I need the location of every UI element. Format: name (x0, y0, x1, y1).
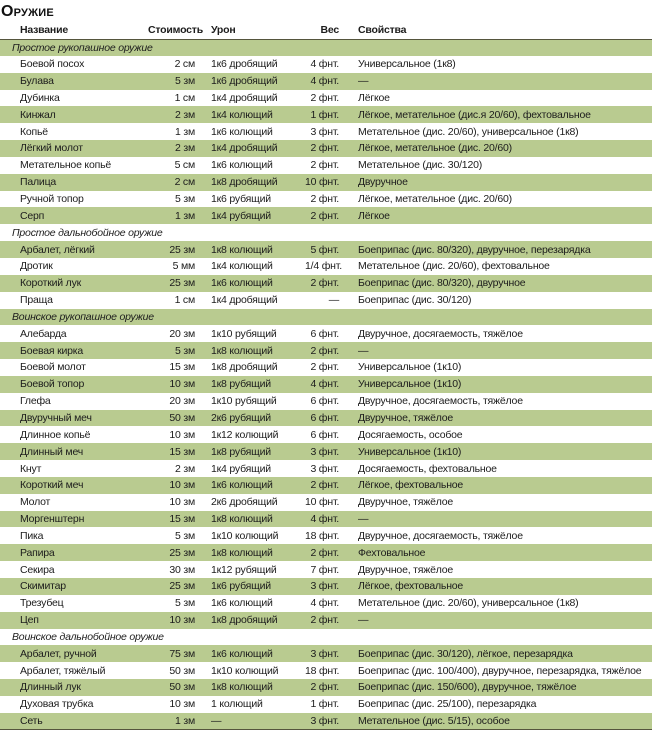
properties-cell: Метательное (дис. 5/15), особое (358, 714, 510, 727)
weapon-row (0, 258, 652, 275)
weapon-row (0, 106, 652, 123)
weapon-row (0, 443, 652, 460)
properties-cell: Лёгкое, метательное (дис.я 20/60), фехтовальное (358, 108, 591, 121)
weight-cell: 1/4 фнт. (305, 260, 342, 273)
damage-cell: 1к4 рубящий (211, 209, 271, 222)
cost-cell: 15 зм (169, 361, 195, 374)
weapon-name-cell: Боевая кирка (20, 344, 84, 357)
cost-cell: 75 зм (169, 647, 195, 660)
cost-cell: 5 зм (175, 344, 195, 357)
weapon-name-cell: Длинное копьё (20, 428, 91, 441)
weapon-name-cell: Ручной топор (20, 193, 84, 206)
weapon-row (0, 527, 652, 544)
damage-cell: 1к6 колющий (211, 597, 273, 610)
properties-cell: Метательное (дис. 20/60), фехтовальное (358, 260, 550, 273)
weapon-row (0, 595, 652, 612)
cost-cell: 10 зм (169, 496, 195, 509)
damage-cell: 2к6 дробящий (211, 496, 278, 509)
weight-cell: 4 фнт. (310, 58, 339, 71)
weapon-name-cell: Лёгкий молот (20, 142, 83, 155)
weapon-row (0, 140, 652, 157)
weapon-row (0, 696, 652, 713)
cost-cell: 5 зм (175, 193, 195, 206)
weapon-row (0, 612, 652, 629)
weight-cell: 5 фнт. (310, 243, 339, 256)
weight-cell: 2 фнт. (310, 681, 339, 694)
weapon-row (0, 359, 652, 376)
weight-cell: 6 фнт. (310, 411, 339, 424)
damage-cell: 1к6 дробящий (211, 75, 278, 88)
weapon-row (0, 426, 652, 443)
weight-cell: 2 фнт. (310, 159, 339, 172)
weight-cell: 4 фнт. (310, 513, 339, 526)
weapon-name-cell: Глефа (20, 395, 51, 408)
weapon-row (0, 544, 652, 561)
section-label: Воинское рукопашное оружие (12, 310, 154, 323)
properties-cell: Лёгкое, метательное (дис. 20/60) (358, 193, 512, 206)
weight-cell: 18 фнт. (305, 529, 340, 542)
weapon-name-cell: Дубинка (20, 91, 60, 104)
weapon-name-cell: Копьё (20, 125, 48, 138)
weapon-row (0, 561, 652, 578)
weapon-row (0, 477, 652, 494)
weight-cell: 18 фнт. (305, 664, 340, 677)
properties-cell: — (358, 513, 369, 526)
weapon-name-cell: Трезубец (20, 597, 64, 610)
weight-cell: 2 фнт. (310, 546, 339, 559)
section-label: Простое рукопашное оружие (12, 41, 153, 54)
weight-cell: 4 фнт. (310, 378, 339, 391)
properties-cell: Двуручное (358, 176, 408, 189)
weapon-row (0, 410, 652, 427)
cost-cell: 1 зм (175, 125, 195, 138)
weapon-row (0, 191, 652, 208)
weight-cell: 2 фнт. (310, 142, 339, 155)
cost-cell: 10 зм (169, 479, 195, 492)
weapon-name-cell: Боевой топор (20, 378, 85, 391)
weight-cell: 3 фнт. (310, 714, 339, 727)
cost-cell: 50 зм (169, 411, 195, 424)
damage-cell: 1к8 дробящий (211, 361, 278, 374)
cost-cell: 5 зм (175, 597, 195, 610)
cost-cell: 2 зм (175, 108, 195, 121)
weapon-name-cell: Двуручный меч (20, 411, 92, 424)
weapon-row (0, 713, 652, 730)
weight-cell: 1 фнт. (310, 108, 339, 121)
cost-cell: 1 зм (175, 714, 195, 727)
damage-cell: 1к8 колющий (211, 513, 273, 526)
weapon-row (0, 275, 652, 292)
weapon-name-cell: Короткий меч (20, 479, 84, 492)
cost-cell: 10 зм (169, 378, 195, 391)
properties-cell: Лёгкое, метательное (дис. 20/60) (358, 142, 512, 155)
properties-cell: Боеприпас (дис. 30/120), лёгкое, перезарядка (358, 647, 573, 660)
damage-cell: 1к6 дробящий (211, 58, 278, 71)
damage-cell: 1к8 колющий (211, 681, 273, 694)
weight-cell: 2 фнт. (310, 344, 339, 357)
weapon-name-cell: Духовая трубка (20, 698, 94, 711)
damage-cell: 1к10 рубящий (211, 395, 277, 408)
cost-cell: 25 зм (169, 277, 195, 290)
damage-cell: 1к6 колющий (211, 159, 273, 172)
page-title: Оружие (1, 3, 54, 20)
cost-cell: 2 см (174, 58, 195, 71)
properties-cell: Универсальное (1к10) (358, 445, 462, 458)
properties-cell: Универсальное (1к10) (358, 361, 462, 374)
properties-cell: — (358, 344, 369, 357)
section-header-row (0, 224, 652, 241)
weapon-row (0, 645, 652, 662)
cost-cell: 10 зм (169, 698, 195, 711)
column-header-properties: Свойства (343, 21, 652, 39)
damage-cell: 2к6 рубящий (211, 411, 271, 424)
properties-cell: Боеприпас (дис. 80/320), двуручное, перезарядка (358, 243, 591, 256)
damage-cell: 1к8 дробящий (211, 176, 278, 189)
weapon-row (0, 56, 652, 73)
weight-cell: 3 фнт. (310, 125, 339, 138)
damage-cell: 1к12 колющий (211, 428, 279, 441)
cost-cell: 5 зм (175, 529, 195, 542)
properties-cell: — (358, 75, 369, 88)
damage-cell: 1к10 колющий (211, 664, 279, 677)
weapon-row (0, 342, 652, 359)
weapon-name-cell: Короткий лук (20, 277, 82, 290)
properties-cell: Досягаемость, фехтовальное (358, 462, 497, 475)
properties-cell: Двуручное, досягаемость, тяжёлое (358, 529, 523, 542)
weapons-table (0, 21, 652, 730)
weapon-name-cell: Серп (20, 209, 45, 222)
weapon-name-cell: Дротик (20, 260, 53, 273)
weapon-row (0, 325, 652, 342)
cost-cell: 25 зм (169, 243, 195, 256)
cost-cell: 10 зм (169, 428, 195, 441)
weapon-name-cell: Праща (20, 294, 53, 307)
cost-cell: 2 зм (175, 462, 195, 475)
damage-cell: 1к6 колющий (211, 277, 273, 290)
weight-cell: 2 фнт. (310, 614, 339, 627)
weapon-name-cell: Пика (20, 529, 44, 542)
weapon-name-cell: Боевой молот (20, 361, 86, 374)
weapon-row (0, 679, 652, 696)
weapon-name-cell: Метательное копьё (20, 159, 111, 172)
weight-cell: 3 фнт. (310, 580, 339, 593)
properties-cell: Досягаемость, особое (358, 428, 463, 441)
properties-cell: — (358, 614, 369, 627)
weight-cell: 2 фнт. (310, 479, 339, 492)
weapon-name-cell: Палица (20, 176, 57, 189)
damage-cell: 1к8 колющий (211, 546, 273, 559)
properties-cell: Двуручное, тяжёлое (358, 563, 454, 576)
weapon-row (0, 393, 652, 410)
damage-cell: 1к4 рубящий (211, 462, 271, 475)
cost-cell: 25 зм (169, 580, 195, 593)
damage-cell: 1к10 рубящий (211, 327, 277, 340)
damage-cell: 1к12 рубящий (211, 563, 277, 576)
damage-cell: 1к4 колющий (211, 108, 273, 121)
weight-cell: 4 фнт. (310, 75, 339, 88)
section-header-row (0, 629, 652, 646)
properties-cell: Боеприпас (дис. 150/600), двуручное, тяжёлое (358, 681, 577, 694)
weight-cell: 6 фнт. (310, 428, 339, 441)
properties-cell: Боеприпас (дис. 100/400), двуручное, перезарядка, тяжёлое (358, 664, 642, 677)
damage-cell: 1к6 колющий (211, 647, 273, 660)
section-header-row (0, 309, 652, 326)
properties-cell: Двуручное, тяжёлое (358, 411, 454, 424)
properties-cell: Универсальное (1к10) (358, 378, 462, 391)
cost-cell: 20 зм (169, 327, 195, 340)
damage-cell: 1к8 рубящий (211, 378, 271, 391)
properties-cell: Двуручное, тяжёлое (358, 496, 454, 509)
weapon-name-cell: Арбалет, тяжёлый (20, 664, 106, 677)
damage-cell: 1к8 дробящий (211, 614, 278, 627)
properties-cell: Фехтовальное (358, 546, 426, 559)
properties-cell: Боеприпас (дис. 80/320), двуручное (358, 277, 526, 290)
weight-cell: 2 фнт. (310, 193, 339, 206)
damage-cell: 1к6 рубящий (211, 193, 271, 206)
weight-cell: 10 фнт. (305, 176, 340, 189)
damage-cell: 1к10 колющий (211, 529, 279, 542)
weapon-name-cell: Секира (20, 563, 55, 576)
weapon-name-cell: Рапира (20, 546, 55, 559)
damage-cell: 1к4 колющий (211, 260, 273, 273)
weapon-name-cell: Боевой посох (20, 58, 85, 71)
weapon-row (0, 207, 652, 224)
column-header-name: Название (0, 21, 148, 39)
properties-cell: Метательное (дис. 30/120) (358, 159, 483, 172)
weapon-row (0, 662, 652, 679)
weapon-row (0, 511, 652, 528)
column-header-cost: Стоимость (148, 21, 198, 39)
cost-cell: 15 зм (169, 445, 195, 458)
cost-cell: 15 зм (169, 513, 195, 526)
damage-cell: 1 колющий (211, 698, 263, 711)
weapon-name-cell: Скимитар (20, 580, 66, 593)
weapon-name-cell: Моргенштерн (20, 513, 85, 526)
weapon-row (0, 578, 652, 595)
weight-cell: 2 фнт. (310, 209, 339, 222)
damage-cell: 1к4 дробящий (211, 294, 278, 307)
cost-cell: 5 мм (172, 260, 195, 273)
weapon-name-cell: Молот (20, 496, 51, 509)
properties-cell: Боеприпас (дис. 25/100), перезарядка (358, 698, 537, 711)
damage-cell: 1к8 рубящий (211, 445, 271, 458)
cost-cell: 30 зм (169, 563, 195, 576)
cost-cell: 20 зм (169, 395, 195, 408)
weapon-row (0, 494, 652, 511)
weight-cell: 3 фнт. (310, 647, 339, 660)
properties-cell: Двуручное, досягаемость, тяжёлое (358, 327, 523, 340)
weapon-name-cell: Арбалет, ручной (20, 647, 97, 660)
column-header-weight: Вес (305, 21, 343, 39)
weapon-name-cell: Цеп (20, 614, 39, 627)
weapon-row (0, 376, 652, 393)
weight-cell: 1 фнт. (310, 698, 339, 711)
weapon-name-cell: Длинный меч (20, 445, 84, 458)
damage-cell: 1к6 рубящий (211, 580, 271, 593)
weight-cell: 10 фнт. (305, 496, 340, 509)
section-header-row (0, 39, 652, 56)
weapon-row (0, 90, 652, 107)
weight-cell: — (328, 294, 339, 307)
weight-cell: 4 фнт. (310, 597, 339, 610)
properties-cell: Универсальное (1к8) (358, 58, 456, 71)
weight-cell: 2 фнт. (310, 91, 339, 104)
cost-cell: 1 зм (175, 209, 195, 222)
cost-cell: 1 см (174, 91, 195, 104)
properties-cell: Лёгкое (358, 91, 390, 104)
properties-cell: Метательное (дис. 20/60), универсальное (1к8) (358, 597, 579, 610)
weight-cell: 3 фнт. (310, 462, 339, 475)
column-header-damage: Урон (198, 21, 305, 39)
properties-cell: Боеприпас (дис. 30/120) (358, 294, 472, 307)
weapon-row (0, 157, 652, 174)
weapon-name-cell: Алебарда (20, 327, 67, 340)
properties-cell: Лёгкое (358, 209, 390, 222)
damage-cell: 1к4 дробящий (211, 91, 278, 104)
damage-cell: 1к6 колющий (211, 125, 273, 138)
weapon-row (0, 460, 652, 477)
cost-cell: 2 зм (175, 142, 195, 155)
weapon-row (0, 174, 652, 191)
damage-cell: 1к8 колющий (211, 243, 273, 256)
cost-cell: 5 см (174, 159, 195, 172)
weapon-name-cell: Сеть (20, 714, 43, 727)
properties-cell: Метательное (дис. 20/60), универсальное (1к8) (358, 125, 579, 138)
weapons-table-body (0, 39, 652, 730)
weapon-row (0, 123, 652, 140)
properties-cell: Лёгкое, фехтовальное (358, 580, 464, 593)
cost-cell: 25 зм (169, 546, 195, 559)
weapons-table-header (0, 21, 652, 39)
cost-cell: 1 см (174, 294, 195, 307)
cost-cell: 10 зм (169, 614, 195, 627)
cost-cell: 50 зм (169, 664, 195, 677)
weapon-name-cell: Длинный лук (20, 681, 81, 694)
weapon-name-cell: Булава (20, 75, 54, 88)
weight-cell: 6 фнт. (310, 395, 339, 408)
weight-cell: 2 фнт. (310, 277, 339, 290)
damage-cell: 1к6 колющий (211, 479, 273, 492)
damage-cell: 1к4 дробящий (211, 142, 278, 155)
cost-cell: 5 зм (175, 75, 195, 88)
weight-cell: 7 фнт. (310, 563, 339, 576)
weapon-row (0, 292, 652, 309)
damage-cell: — (211, 714, 222, 727)
weapon-row (0, 73, 652, 90)
damage-cell: 1к8 колющий (211, 344, 273, 357)
weight-cell: 6 фнт. (310, 327, 339, 340)
properties-cell: Двуручное, досягаемость, тяжёлое (358, 395, 523, 408)
cost-cell: 50 зм (169, 681, 195, 694)
weapon-name-cell: Арбалет, лёгкий (20, 243, 95, 256)
weapon-name-cell: Кинжал (20, 108, 56, 121)
weight-cell: 3 фнт. (310, 445, 339, 458)
header-row (0, 21, 652, 39)
weight-cell: 2 фнт. (310, 361, 339, 374)
properties-cell: Лёгкое, фехтовальное (358, 479, 464, 492)
section-label: Простое дальнобойное оружие (12, 226, 163, 239)
cost-cell: 2 см (174, 176, 195, 189)
weapon-name-cell: Кнут (20, 462, 42, 475)
weapon-row (0, 241, 652, 258)
section-label: Воинское дальнобойное оружие (12, 630, 164, 643)
